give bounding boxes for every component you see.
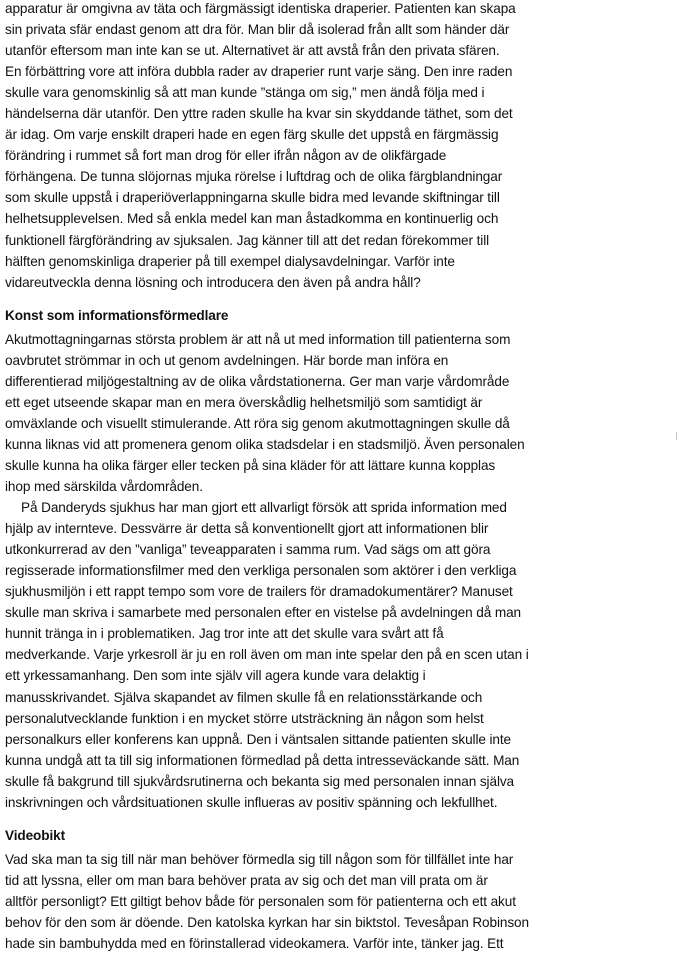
text-line: behov för den som är döende. Den katolska kyrkan har sin biktstol. Tevesåpan Robinson (5, 914, 529, 930)
text-line: sin privata sfär endast genom att dra för. Man blir då isolerad från allt som händer där (5, 22, 510, 38)
text-line: tid att lyssna, eller om man bara behöver prata av sig och det man vill prata om är (5, 872, 488, 888)
text-line: förändring i rummet så fort man drog för eller ifrån någon av de olikfärgade (5, 148, 447, 164)
text-line: ett yrkessamanhang. Den som inte själv vill agera kunde vara delaktig i (5, 668, 426, 684)
section-heading: Videobikt (5, 827, 66, 843)
text-line: skulle kunna ha olika färger eller tecken på sina kläder för att lättare kunna kopplas (5, 457, 496, 473)
body-paragraph (5, 329, 661, 497)
text-line: utkonkurrerad av den ”vanliga” teveapparaten i samma rum. Vad sägs om att göra (5, 542, 491, 558)
text-line: skulle vara genomskinlig så att man kunde ”stänga om sig,” men ändå följa med i (5, 85, 485, 101)
section-spacer (5, 293, 661, 305)
text-line: förhängena. De tunna slöjornas mjuka rörelse i luftdrag och de olika färgblandningar (5, 169, 503, 185)
text-line: oavbrutet strömmar in och ut genom avdelningen. Här borde man införa en (5, 352, 449, 368)
text-line: händelserna där utanför. Den yttre raden skulle ha kvar sin skyddande täthet, som det (5, 106, 513, 122)
text-line: medverkande. Varje yrkesroll är ju en roll även om man inte spelar den på en scen utan i (5, 647, 529, 663)
text-line: utanför eftersom man inte kan se ut. Alternativet är att avstå från den privata sfären. (5, 43, 500, 59)
text-line: inskrivningen och vårdsituationen skulle influeras av positiv spänning och lekfullhet. (5, 794, 498, 810)
section-heading: Konst som informationsförmedlare (5, 307, 229, 323)
text-line: apparatur är omgivna av täta och färgmässigt identiska draperier. Patienten kan skapa (5, 1, 516, 16)
text-line: manusskrivandet. Själva skapandet av filmen skulle få en relationsstärkande och (5, 689, 483, 705)
text-line: som skulle uppstå i draperiöverlappningarna skulle bidra med levande skiftningar till (5, 190, 500, 206)
text-line: ett eget utseende skapar man en mera överskådlig helhetsmiljö som samtidigt är (5, 394, 483, 410)
text-line: hade sin bambuhydda med en förinstallerad videokamera. Varför inte, tänker jag. Ett (5, 936, 504, 952)
text-line: är idag. Om varje enskilt draperi hade en egen färg skulle det uppstå en färgmässig (5, 127, 499, 143)
text-line: En förbättring vore att införa dubbla rader av draperier runt varje säng. Den inre raden (5, 64, 513, 80)
section-spacer (5, 813, 661, 825)
body-paragraph (5, 497, 661, 813)
text-line: ihop med särskilda vårdområden. (5, 479, 203, 495)
text-line: omväxlande och visuellt stimulerande. Att röra sig genom akutmottagningen skulle då (5, 415, 510, 431)
text-line: hjälp av internteve. Dessvärre är detta så konventionellt gjort att informationen blir (5, 521, 489, 537)
text-line: helhetsupplevelsen. Med så enkla medel kan man åstadkomma en kontinuerlig och (5, 211, 499, 227)
text-line: kunna liknas vid att promenera genom olika stadsdelar i en stadsmiljö. Även personalen (5, 436, 525, 452)
text-line: Vad ska man ta sig till när man behöver förmedla sig till någon som för tillfället inte har (5, 851, 514, 867)
text-line: Akutmottagningarnas största problem är att nå ut med information till patienterna som (5, 331, 511, 347)
text-line: hunnit tränga in i problematiken. Jag tror inte att det skulle vara svårt att få (5, 626, 444, 642)
text-line: sjukhusmiljön i ett rappt tempo som vore de trailers för dramadokumentärer? Manuset (5, 584, 513, 600)
text-line: differentierad miljögestaltning av de olika vårdstationerna. Ger man varje vårdområde (5, 373, 510, 389)
body-paragraph (5, 0, 661, 293)
scan-artifact (676, 432, 677, 440)
text-line: personalkurs eller konferens kan uppnå. Den i väntsalen sittande patienten skulle inte (5, 731, 512, 747)
body-paragraph (5, 849, 661, 954)
text-line: På Danderyds sjukhus har man gjort ett allvarligt försök att sprida information med (21, 500, 507, 516)
text-line: funktionell färgförändring av sjuksalen. Jag känner till att det redan förekommer till (5, 232, 490, 248)
text-line: skulle man skriva i samarbete med personalen efter en vistelse på avdelningen då man (5, 605, 522, 621)
document-page (5, 0, 661, 954)
text-line: alltför personligt? Ett giltigt behov både för personalen som för patienterna och ett akut (5, 893, 516, 909)
text-line: regisserade informationsfilmer med den verkliga personalen som aktörer i den verkliga (5, 563, 517, 579)
text-line: hälften genomskinliga draperier på till exempel dialysavdelningar. Varför inte (5, 253, 455, 269)
text-line: vidareutveckla denna lösning och introducera den även på andra håll? (5, 274, 421, 290)
text-line: skulle få bakgrund till sjukvårdsrutinerna och bekanta sig med personalen innan själva (5, 773, 515, 789)
text-line: kunna undgå att ta till sig informationen förmedlad på detta intresseväckande sätt. Man (5, 752, 520, 768)
text-line: personalutvecklande funktion i en mycket större utsträckning än någon som helst (5, 710, 484, 726)
